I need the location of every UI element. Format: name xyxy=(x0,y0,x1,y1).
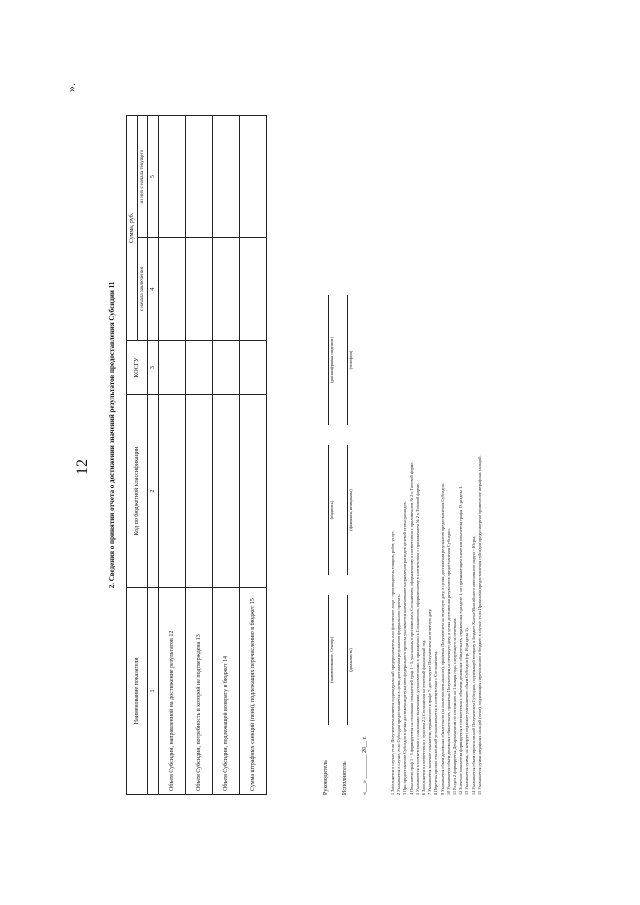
empty-cell xyxy=(240,395,267,588)
head-name-caption: (расшифровка подписи) xyxy=(329,337,334,383)
empty-cell xyxy=(159,340,186,394)
index-cell: 5 xyxy=(148,116,159,238)
page-number: 12 xyxy=(74,459,91,475)
date-line: «___» ________ 20__ г. xyxy=(362,736,368,795)
head-position-caption: (наименование, Сектор) xyxy=(329,636,334,684)
row-name: Объем Субсидии, потребность в которой не подтверждена 13 xyxy=(186,588,213,795)
footnote: 11 Раздел 2 формируется Департаментом по состоянию на 1 января года, следующего за отчетным. xyxy=(452,618,458,795)
exec-signature-row xyxy=(339,115,353,795)
head-name-field xyxy=(320,295,334,425)
index-cell: 3 xyxy=(148,340,159,394)
footnote: 1 Заполняется в случае, если Получателем является индивидуальный предприниматель или физическое лицо - производитель товаров, работ, услуг. xyxy=(390,531,395,795)
footnote: 3 При предоставлении Субсидии в целях достижения результатов федерального проекта указывается наименование направления расходов целевой статьи расходов. xyxy=(402,501,408,795)
footnote: 13 Указывается сумма, на которую подлежит уменьшению объем Субсидии (гр. 16 раздела 1). xyxy=(464,627,470,795)
rotated-document-page xyxy=(60,75,580,835)
footnote: 8 Перечень причин отклонений устанавливается в соответствии с Соглашением. xyxy=(433,651,439,795)
table-index-row xyxy=(148,116,159,795)
empty-cell xyxy=(240,340,267,394)
empty-cell xyxy=(186,116,213,238)
table-row xyxy=(240,116,267,795)
head-label: Руководитель xyxy=(323,760,329,795)
footnote: 7 Указывается значение показателя, отраженного в графе 7, достигнутое Получателем на отчетную дату. xyxy=(427,608,433,795)
index-cell: 1 xyxy=(148,588,159,795)
empty-cell xyxy=(213,238,240,341)
empty-cell xyxy=(186,238,213,341)
empty-cell xyxy=(186,395,213,588)
exec-name-caption: (фамилия, инициалы) xyxy=(348,489,353,531)
header-name: Наименование показателя xyxy=(127,588,148,795)
exec-phone-caption: (телефон) xyxy=(348,350,353,370)
footnote: 5 Указываются в соответствии с плановыми значениями, установленными в приложении к Соглашению, оформленному в соответствии с приложением № 2 к Типовой форме. xyxy=(414,483,420,795)
empty-cell xyxy=(240,116,267,238)
footnote: 6 Заполняется в соответствии с пунктом 2.1 Соглашения на отчетный финансовый год. xyxy=(421,639,427,795)
exec-label: Исполнитель xyxy=(342,761,348,795)
footnote: 14 Указывается объем перечисленной Получателем Субсидии, подлежащей возврату в бюджет Ханты-Мансийского автономного округа - Югры. xyxy=(470,536,476,795)
footnote: 9 Указывается объем денежных обязательств (за исключением авансов), принятых Получателем на отчетную дату, в целях достижения результатов предоставления Субсидии. xyxy=(439,483,445,795)
report-table xyxy=(126,115,267,795)
empty-cell xyxy=(213,116,240,238)
footnote: 4 Показатели граф 1 - 5 формируются на основании показателей граф 1 - 5, указанных в приложении к Соглашению, оформленному в соответствии с приложением № 2 к Типовой форме. xyxy=(408,461,414,795)
header-code: Код по бюджетной классификации xyxy=(127,395,148,588)
footnote: 15 Указывается сумма штрафных санкций (пени), подлежащих перечислению в бюджет, в случае, если Правилами предоставления субсидии предусмотрено применение штрафных санкций. xyxy=(476,455,482,795)
empty-cell xyxy=(213,340,240,394)
header-sum-year: из них с начала текущего xyxy=(138,116,148,238)
index-cell: 2 xyxy=(148,395,159,588)
row-name: Объем Субсидии, подлежащей возврату в бюджет 14 xyxy=(213,588,240,795)
footnote: 2 Указывается в случае, если Субсидия предоставляется в целях достижения результатов федерального проекта. xyxy=(396,594,402,795)
continuation-mark: ». xyxy=(64,83,78,92)
section-title: 2. Сведения о принятии отчета о достижении значений результатов предоставления Субсидии 11 xyxy=(108,281,116,589)
empty-cell xyxy=(159,116,186,238)
empty-cell xyxy=(213,395,240,588)
row-name: Сумма штрафных санкций (пени), подлежащих перечислению в бюджет 15 xyxy=(240,588,267,795)
table-row xyxy=(186,116,213,795)
header-sum: Сумма, руб. xyxy=(127,116,138,341)
head-sign-caption: (подпись) xyxy=(329,500,334,520)
row-name: Объем Субсидии, направленной на достижение результатов 12 xyxy=(159,588,186,795)
header-kosgu: КОСГУ xyxy=(127,340,148,394)
empty-cell xyxy=(186,340,213,394)
table-row xyxy=(159,116,186,795)
empty-cell xyxy=(240,238,267,341)
empty-cell xyxy=(159,238,186,341)
exec-position-field xyxy=(339,595,353,725)
exec-phone-field xyxy=(339,295,353,425)
index-cell: 4 xyxy=(148,238,159,341)
footnote: 10 Указывается объем денежных обязательств, принятых Получателем на отчетную дату, в целях достижения результатов предоставления Субсидии. xyxy=(445,528,451,795)
head-sign-field xyxy=(320,445,334,575)
table-header-row xyxy=(127,116,138,795)
signature-block xyxy=(320,115,368,795)
header-sum-obligations: с начала заключения xyxy=(138,238,148,341)
table-row xyxy=(213,116,240,795)
head-signature-row xyxy=(320,115,334,795)
footnotes xyxy=(390,95,483,795)
empty-cell xyxy=(159,395,186,588)
head-position-field xyxy=(320,595,334,725)
exec-name-field xyxy=(339,445,353,575)
exec-position-caption: (должность) xyxy=(348,648,353,672)
footnote: 12 Значение показателя формируется в соответствии с объемом денежных обязательств, отраженных в разделе 1, не превышающим значения показателя графы 13 раздела 1. xyxy=(458,485,464,795)
